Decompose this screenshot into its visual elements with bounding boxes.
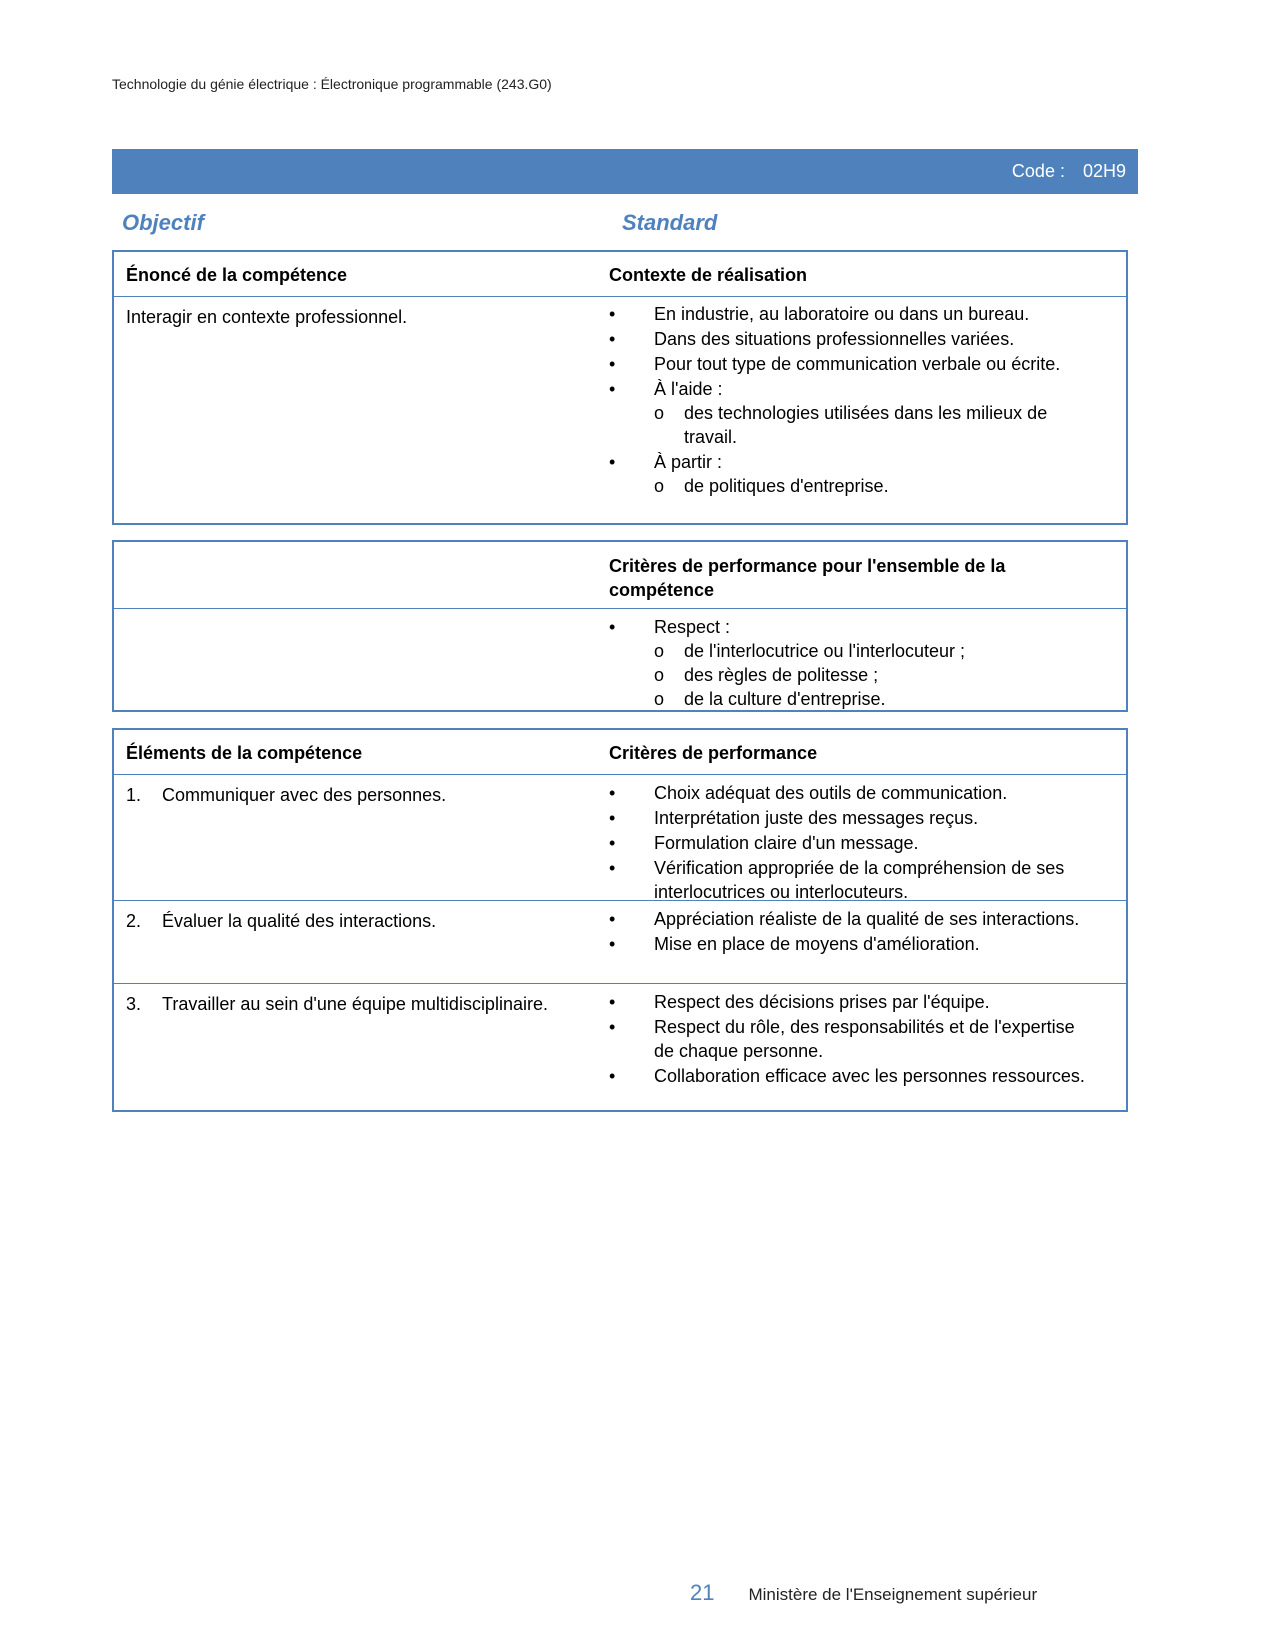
element-text: Travailler au sein d'une équipe multidisciplinaire. [162, 994, 548, 1014]
code-value: 02H9 [1082, 161, 1126, 181]
footer [690, 1580, 1037, 1606]
criterion-item: • Collaboration efficace avec les personnes ressources. [609, 1064, 1096, 1088]
context-list [609, 302, 1096, 498]
bullet-item [609, 450, 1096, 498]
elements-box [112, 728, 1128, 1112]
criterion-item: • Respect des décisions prises par l'équipe. [609, 990, 1096, 1014]
criteria-box-header [114, 542, 1126, 609]
element-criteria-wrap [609, 781, 1096, 904]
criteria-box-body [114, 609, 1126, 709]
competence-statement: Interagir en contexte professionnel. [126, 307, 408, 327]
element-criteria-list [609, 781, 1096, 904]
criteria-list [609, 615, 1096, 711]
sub-bullet-item: o de politiques d'entreprise. [654, 474, 1096, 498]
element-criteria-wrap [609, 990, 1096, 1088]
criterion-item: • Formulation claire d'un message. [609, 831, 1096, 855]
running-header: Technologie du génie électrique : Électronique programmable (243.G0) [112, 76, 552, 92]
bullet-text: À l'aide : [654, 379, 723, 399]
criterion-item: • Vérification appropriée de la compréhension de ses interlocutrices ou interlocuteurs. [609, 856, 1096, 904]
element-number: 2. [126, 911, 142, 931]
footer-ministry: Ministère de l'Enseignement supérieur [748, 1585, 1038, 1604]
element-criteria-list [609, 907, 1096, 956]
sub-bullet-item: o des technologies utilisées dans les milieux de travail. [654, 401, 1096, 449]
element-text: Évaluer la qualité des interactions. [162, 911, 437, 931]
sub-bullet-list [654, 401, 1096, 449]
code-label-text: Code : [1011, 161, 1065, 181]
objective-label: Objectif [122, 210, 204, 235]
bullet-item [609, 327, 1096, 351]
sub-bullet-item: o de la culture d'entreprise. [654, 687, 1096, 711]
bullet-item [609, 352, 1096, 376]
element-number: 1. [126, 785, 142, 805]
sub-bullet-list [654, 639, 1096, 711]
element-item [126, 909, 582, 933]
criterion-item: • Interprétation juste des messages reçus. [609, 806, 1096, 830]
criterion-item: • Choix adéquat des outils de communication. [609, 781, 1096, 805]
elements-rows [114, 775, 1126, 1116]
bullet-text: Respect : [654, 617, 731, 637]
element-criteria-list [609, 990, 1096, 1088]
bullet-text: En industrie, au laboratoire ou dans un bureau. [654, 304, 1030, 324]
sub-bullet-item: o des règles de politesse ; [654, 663, 1096, 687]
criteria-list-wrap [609, 615, 1096, 711]
code-bar [112, 149, 1138, 194]
criteria-global-header: Critères de performance pour l'ensemble de la compétence [609, 556, 1006, 600]
sub-bullet-list [654, 474, 1096, 498]
elements-header: Éléments de la compétence [126, 743, 363, 763]
competence-box [112, 250, 1128, 525]
elements-box-header [114, 730, 1126, 775]
element-item [126, 783, 582, 807]
bullet-item [609, 377, 1096, 449]
element-row [114, 775, 1126, 900]
statement-header: Énoncé de la compétence [126, 265, 348, 285]
element-number: 3. [126, 994, 142, 1014]
bullet-text: Pour tout type de communication verbale ou écrite. [654, 354, 1061, 374]
bullet-text: Dans des situations professionnelles variées. [654, 329, 1015, 349]
competence-box-header [114, 252, 1126, 297]
bullet-item [609, 615, 1096, 711]
context-header: Contexte de réalisation [609, 265, 808, 285]
page-number: 21 [690, 1580, 715, 1605]
standard-label: Standard [622, 210, 718, 235]
bullet-item [609, 302, 1096, 326]
criteria-box [112, 540, 1128, 712]
criterion-item: • Respect du rôle, des responsabilités et de l'expertise de chaque personne. [609, 1015, 1096, 1063]
criterion-item: • Mise en place de moyens d'amélioration. [609, 932, 1096, 956]
element-text: Communiquer avec des personnes. [162, 785, 447, 805]
competence-box-body [114, 297, 1126, 517]
sub-bullet-item: o de l'interlocutrice ou l'interlocuteur ; [654, 639, 1096, 663]
code-label [1012, 161, 1126, 182]
performance-header: Critères de performance [609, 743, 818, 763]
element-criteria-wrap [609, 907, 1096, 956]
element-row [114, 983, 1126, 1116]
criterion-item: • Appréciation réaliste de la qualité de ses interactions. [609, 907, 1096, 931]
context-list-wrap [609, 302, 1096, 498]
bullet-text: À partir : [654, 452, 723, 472]
element-row [114, 900, 1126, 983]
element-item [126, 992, 582, 1016]
